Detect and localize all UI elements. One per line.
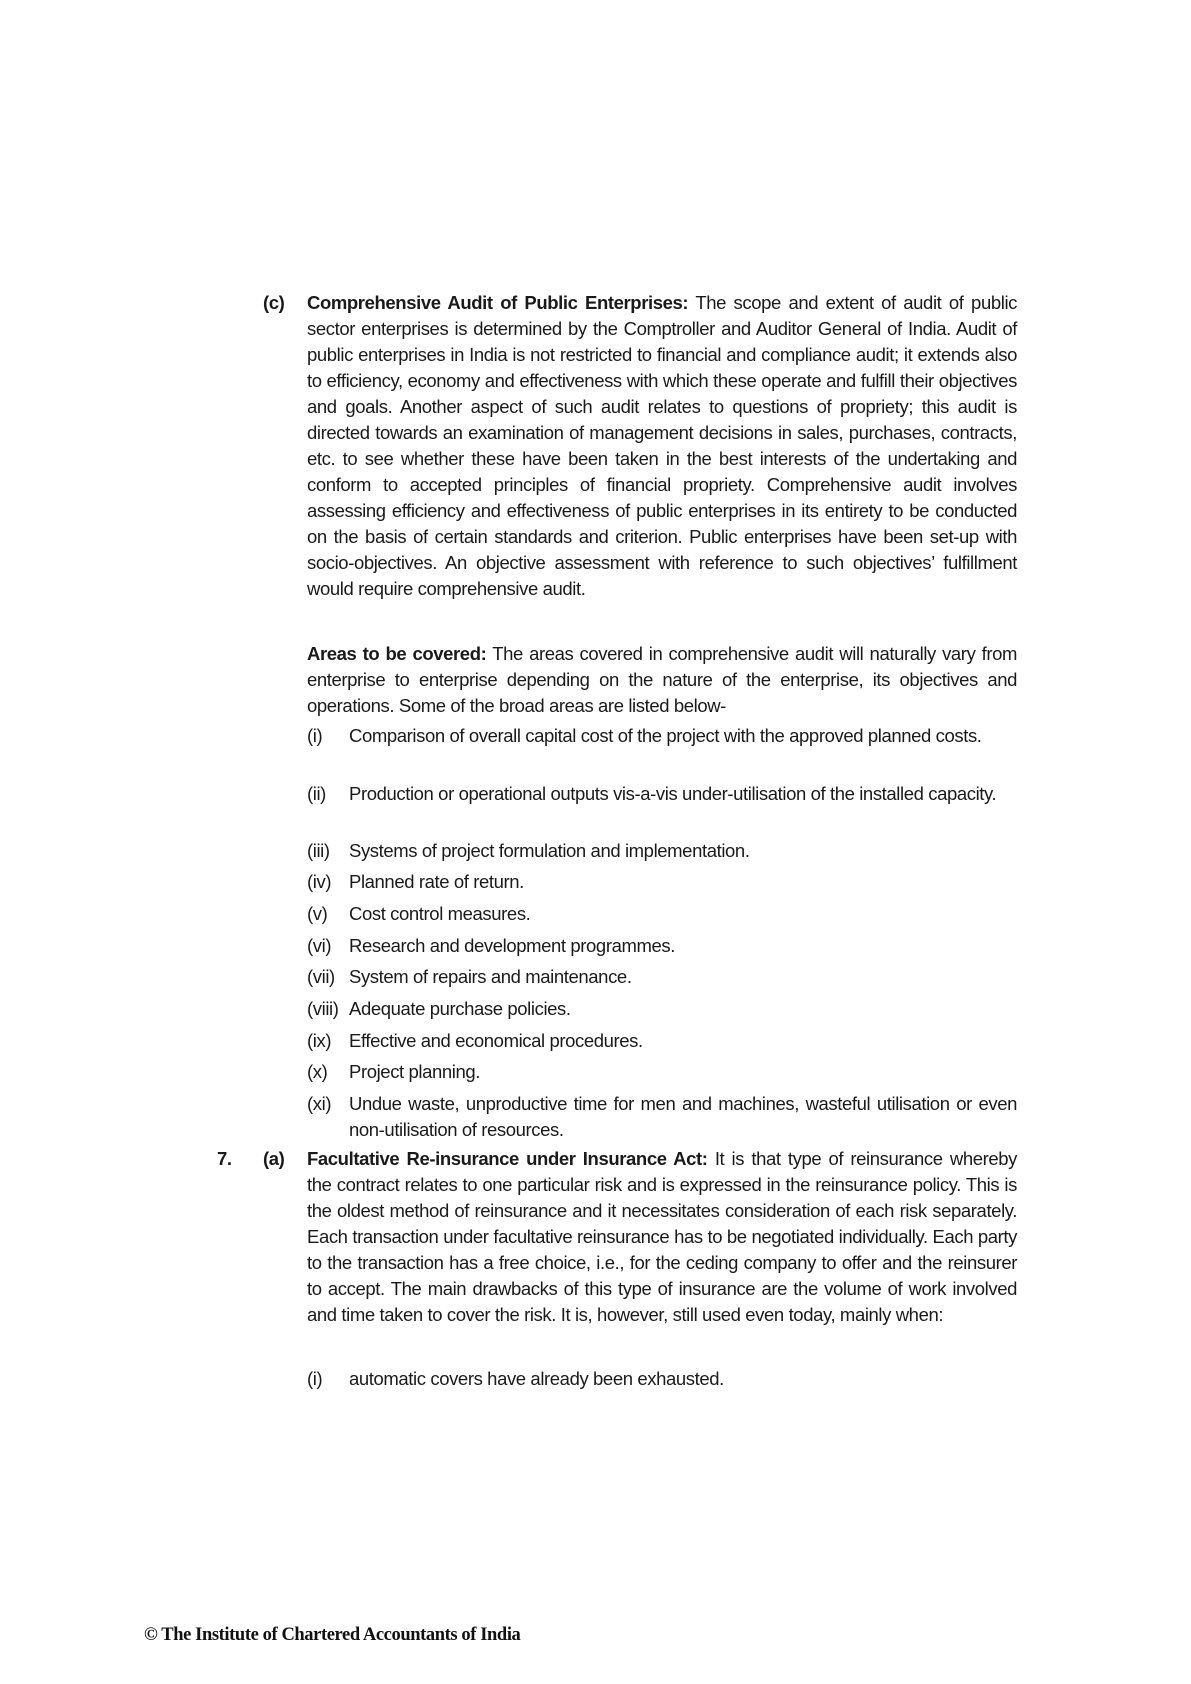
areas-list-item bbox=[307, 723, 1017, 749]
areas-list-item bbox=[307, 869, 1017, 895]
section-c-paragraph bbox=[307, 290, 1017, 602]
areas-paragraph bbox=[307, 641, 1017, 719]
areas-list-item bbox=[307, 933, 1017, 959]
list-item-text: Adequate purchase policies. bbox=[349, 998, 571, 1019]
question-7-label: (a) bbox=[263, 1148, 285, 1169]
question-7-heading: Facultative Re-insurance under Insurance Act: bbox=[307, 1148, 708, 1169]
list-item-text: Planned rate of return. bbox=[349, 871, 524, 892]
question-7-list-item bbox=[307, 1366, 1017, 1392]
list-item-number: (iii) bbox=[307, 840, 330, 861]
list-item-text: Undue waste, unproductive time for men and machines, wasteful utilisation or even non-utilisation of resources. bbox=[349, 1093, 1017, 1140]
section-c-text: The scope and extent of audit of public sector enterprises is determined by the Comptroller and Auditor General of India. Audit of public enterprises in India is not restricted to financial and compliance audit; it extends also to efficiency, economy and effectiveness with which these operate and fulfill their objectives and goals. Another aspect of such audit relates to questions of propriety; this audit is directed towards an examination of management decisions in sales, purchases, contracts, etc. to see whether these have been taken in the best interests of the undertaking and conform to accepted principles of financial propriety. Comprehensive audit involves assessing efficiency and effectiveness of public enterprises in its entirety to be conducted on the basis of certain standards and criterion. Public enterprises have been set-up with socio-objectives. An objective assessment with reference to such objectives’ fulfillment would require comprehensive audit. bbox=[307, 292, 1017, 599]
areas-list-item bbox=[307, 996, 1017, 1022]
areas-list-item bbox=[307, 1028, 1017, 1054]
list-item-number: (v) bbox=[307, 903, 328, 924]
areas-heading: Areas to be covered: bbox=[307, 643, 487, 664]
list-item-text: Systems of project formulation and implementation. bbox=[349, 840, 750, 861]
list-item-text: Production or operational outputs vis-a-vis under-utilisation of the installed capacity. bbox=[349, 783, 997, 804]
copyright-footer: © The Institute of Chartered Accountants of India bbox=[144, 1625, 521, 1645]
list-item-number: (viii) bbox=[307, 998, 339, 1019]
question-7-text: It is that type of reinsurance whereby the contract relates to one particular risk and is expressed in the reinsurance policy. This is the oldest method of reinsurance and it necessitates consideration of each risk separately. Each transaction under facultative reinsurance has to be negotiated individually. Each party to the transaction has a free choice, i.e., for the ceding company to offer and the reinsurer to accept. The main drawbacks of this type of insurance are the volume of work involved and time taken to cover the risk. It is, however, still used even today, mainly when: bbox=[307, 1148, 1018, 1325]
areas-list-item bbox=[307, 781, 1017, 807]
list-item-number: (iv) bbox=[307, 871, 332, 892]
list-item-text: Research and development programmes. bbox=[349, 935, 675, 956]
areas-list-item bbox=[307, 1059, 1017, 1085]
list-item-text: automatic covers have already been exhausted. bbox=[349, 1368, 724, 1389]
list-item-text: Effective and economical procedures. bbox=[349, 1030, 643, 1051]
areas-list-item bbox=[307, 901, 1017, 927]
list-item-text: Project planning. bbox=[349, 1061, 481, 1082]
list-item-number: (vii) bbox=[307, 966, 335, 987]
list-item-number: (i) bbox=[307, 725, 323, 746]
list-item-number: (xi) bbox=[307, 1093, 332, 1114]
list-item-number: (i) bbox=[307, 1368, 323, 1389]
question-7-number: 7. bbox=[217, 1148, 232, 1169]
areas-list-item bbox=[307, 1091, 1017, 1143]
list-item-text: Cost control measures. bbox=[349, 903, 531, 924]
list-item-number: (ix) bbox=[307, 1030, 332, 1051]
list-item-text: System of repairs and maintenance. bbox=[349, 966, 632, 987]
list-item-number: (ii) bbox=[307, 783, 326, 804]
list-item-number: (vi) bbox=[307, 935, 332, 956]
areas-list-item bbox=[307, 964, 1017, 990]
areas-list-item bbox=[307, 838, 1017, 864]
section-c-heading: Comprehensive Audit of Public Enterprises: bbox=[307, 292, 689, 313]
list-item-text: Comparison of overall capital cost of the project with the approved planned costs. bbox=[349, 725, 982, 746]
question-7-paragraph bbox=[307, 1146, 1017, 1328]
areas-text: The areas covered in comprehensive audit will naturally vary from enterprise to enterprise depending on the nature of the enterprise, its objectives and operations. Some of the broad areas are listed below- bbox=[307, 643, 1018, 716]
section-c-label: (c) bbox=[263, 292, 285, 313]
list-item-number: (x) bbox=[307, 1061, 328, 1082]
